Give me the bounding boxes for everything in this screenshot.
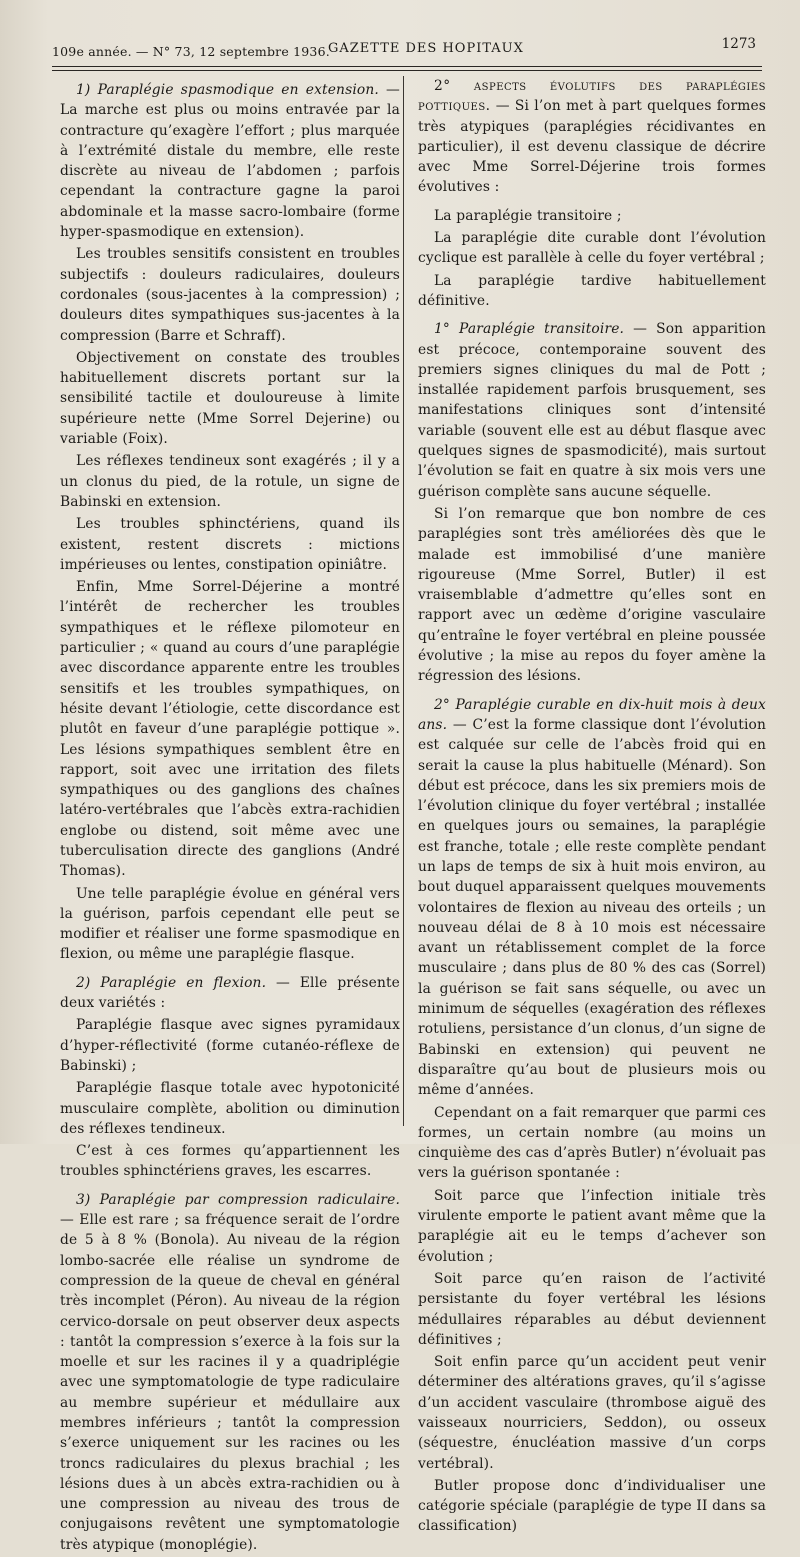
paragraph-text: — La marche est plus ou moins entravée par la contracture qu’exagère l’effort ; plus marquée à l’extrémité distale du membre, elle reste discrète au niveau de l’abdomen ; parfois cependant la contracture gagne la paroi abdominale et la masse sacro-lombaire (forme hyper-spasmodique en extension).: [60, 82, 400, 241]
paragraph: Soit parce que l’infection initiale très virulente emporte le patient avant même que la paraplégie ait eu le temps d’achever son évolution ;: [418, 1187, 766, 1265]
paragraph: Soit parce qu’en raison de l’activité persistante du foyer vertébral les lésions médullaires réparables au début deviennent définitives ;: [418, 1270, 766, 1348]
journal-title: GAZETTE DES HOPITAUX: [328, 41, 524, 56]
section-heading: 2) Paraplégie en flexion.: [76, 974, 267, 991]
section-heading: 2° Paraplégie curable en dix-huit mois à deux ans.: [418, 696, 766, 733]
right-column: [418, 76, 766, 1539]
running-header: [52, 36, 756, 66]
left-column: [60, 80, 400, 1557]
paragraph: Butler propose donc d’individualiser une catégorie spéciale (paraplégie de type II dans sa classification): [418, 1477, 766, 1535]
paragraph: [418, 319, 766, 502]
section-heading: 3) Paraplégie par compression radiculaire.: [76, 1191, 400, 1208]
paragraph: Les troubles sphinctériens, quand ils existent, restent discrets : mictions impérieuses ou lentes, constipation opiniâtre.: [60, 516, 400, 573]
paragraph: Les réflexes tendineux sont exagérés ; il y a un clonus du pied, de la rotule, un signe de Babinski en extension.: [60, 453, 400, 510]
section-heading: 1° Paraplégie transitoire.: [434, 321, 625, 338]
paragraph: Les troubles sensitifs consistent en troubles subjectifs : douleurs radiculaires, douleurs cordonales (sous-jacentes à la compression) ; douleurs dites sympathiques sus-jacentes à la compression (Barre et Schraff).: [60, 246, 400, 344]
paragraph: C’est à ces formes qu’appartiennent les troubles sphinctériens graves, les escarres.: [60, 1143, 400, 1180]
paragraph-text: — Elle présente deux variétés :: [60, 974, 400, 1012]
paragraph-text: — Si l’on met à part quelques formes très atypiques (paraplégies récidivantes en particulier), il est devenu classique de décrire avec Mme Sorrel-Déjerine trois formes évolutives :: [418, 98, 766, 196]
paragraph: Si l’on remarque que bon nombre de ces paraplégies sont très améliorées dès que le malade est immobilisé d’une manière rigoureuse (Mme Sorrel, Butler) il est vraisemblable d’admettre qu’elles sont en rapport avec un œdème d’origine vasculaire qu’entraîne le foyer vertébral en pleine poussée évolutive ; la mise au repos du foyer amène la régression des lésions.: [418, 505, 766, 685]
paragraph: Objectivement on constate des troubles habituellement discrets portant sur la sensibilité tactile et douloureuse à limite supérieure nette (Mme Sorrel Dejerine) ou variable (Foix).: [60, 349, 400, 448]
issue-info: 109e année. — N° 73, 12 septembre 1936.: [52, 44, 330, 59]
paragraph: Paraplégie flasque avec signes pyramidaux d’hyper-réflectivité (forme cutanéo-réflexe de Babinski) ;: [60, 1017, 400, 1074]
paragraph: Enfin, Mme Sorrel-Déjerine a montré l’intérêt de rechercher les troubles sympathiques et le réflexe pilomoteur en particulier ; « quand au cours d’une paraplégie avec discordance apparente entre les troubles sensitifs et les troubles sympathiques, on hésite devant l’étiologie, cette discordance est plutôt en faveur d’une paraplégie pottique ». Les lésions sympathiques semblent être en rapport, soit avec une irritation des filets sympathiques ou des ganglions des chaînes latéro-vertébrales que l’abcès extra-rachidien englobe ou distend, soit même avec une tuberculisation directe des ganglions (André Thomas).: [60, 579, 400, 880]
paragraph: Paraplégie flasque totale avec hypotonicité musculaire complète, abolition ou diminution des réflexes tendineux.: [60, 1080, 400, 1137]
paragraph-text: — C’est la forme classique dont l’évolution est calquée sur celle de l’abcès froid qui en serait la cause la plus habituelle (Ménard). Son début est précoce, dans les six premiers mois de l’évolution clinique du foyer vertébral ; installée en quelques jours ou semaines, la paraplégie est franche, totale ; elle reste complète pendant un laps de temps de six à huit mois environ, au bout duquel apparaissent quelques mouvements volontaires de flexion au niveau des orteils ; un nouveau délai de 8 à 10 mois est nécessaire avant un rétablissement complet de la force musculaire ; dans plus de 80 % des cas (Sorrel) la guérison se fait sans séquelle, ou avec un minimum de séquelles (exagération des réflexes rotuliens, persistance d’un clonus, d’un signe de Babinski en extension) qui peuvent ne disparaître qu’au bout de plusieurs mois ou même d’années.: [418, 716, 766, 1099]
paragraph-text: — Elle est rare ; sa fréquence serait de l’ordre de 5 à 8 % (Bonola). Au niveau de la région lombo-sacrée elle réalise un syndrome de compression de la queue de cheval en général très incomplet (Péron). Au niveau de la région cervico-dorsale on peut observer deux aspects : tantôt la compression s’exerce à la fois sur la moelle et sur les racines il y a quadriplégie avec une symptomatologie de type radiculaire au membre supérieur et médullaire aux membres inférieurs ; tantôt la compression s’exerce uniquement sur les racines ou les troncs radiculaires du plexus brachial ; les lésions dues à un abcès extra-rachidien ou à une compression au niveau des trous de conjugaisons revêtent une symptomatologie très atypique (monoplégie).: [60, 1212, 400, 1553]
paragraph: Soit enfin parce qu’un accident peut venir déterminer des altérations graves, qu’il s’agisse d’un accident vasculaire (thrombose aiguë des vaisseaux nourriciers, Seddon), ou osseux (séquestre, énucléation massive d’un corps vertébral).: [418, 1354, 766, 1472]
paragraph: [60, 1190, 400, 1555]
paragraph: [418, 695, 766, 1101]
paragraph: [60, 973, 400, 1014]
paragraph: [418, 76, 766, 198]
paragraph: [60, 80, 400, 242]
list-item: La paraplégie tardive habituellement définitive.: [418, 272, 766, 309]
paragraph: Une telle paraplégie évolue en général vers la guérison, parfois cependant elle peut se modifier et réaliser une forme spasmodique en flexion, ou même une paraplégie flasque.: [60, 885, 400, 963]
paragraph-text: — Son apparition est précoce, contemporaine souvent des premiers signes cliniques du mal de Pott ; installée rapidement parfois brusquement, ses manifestations cliniques sont d’intensité variable (souvent elle est au début flasque avec quelques signes de spasmodicité), mais surtout l’évolution se fait en quatre à six mois vers une guérison complète sans aucune séquelle.: [418, 321, 767, 500]
column-divider: [403, 76, 404, 1126]
header-rule-bottom: [52, 70, 762, 71]
page-number: 1273: [721, 36, 756, 52]
section-heading: 1) Paraplégie spasmodique en extension.: [76, 82, 379, 98]
section-heading: 2° aspects évolutifs des paraplégies pottiques.: [418, 78, 766, 115]
paragraph: Cependant on a fait remarquer que parmi ces formes, un certain nombre (au moins un cinquième des cas d’après Butler) n’évoluait pas vers la guérison spontanée :: [418, 1104, 766, 1182]
list-item: La paraplégie dite curable dont l’évolution cyclique est parallèle à celle du foyer vertébral ;: [418, 230, 766, 267]
list-item: La paraplégie transitoire ;: [434, 207, 622, 224]
header-rule-top: [52, 66, 762, 67]
